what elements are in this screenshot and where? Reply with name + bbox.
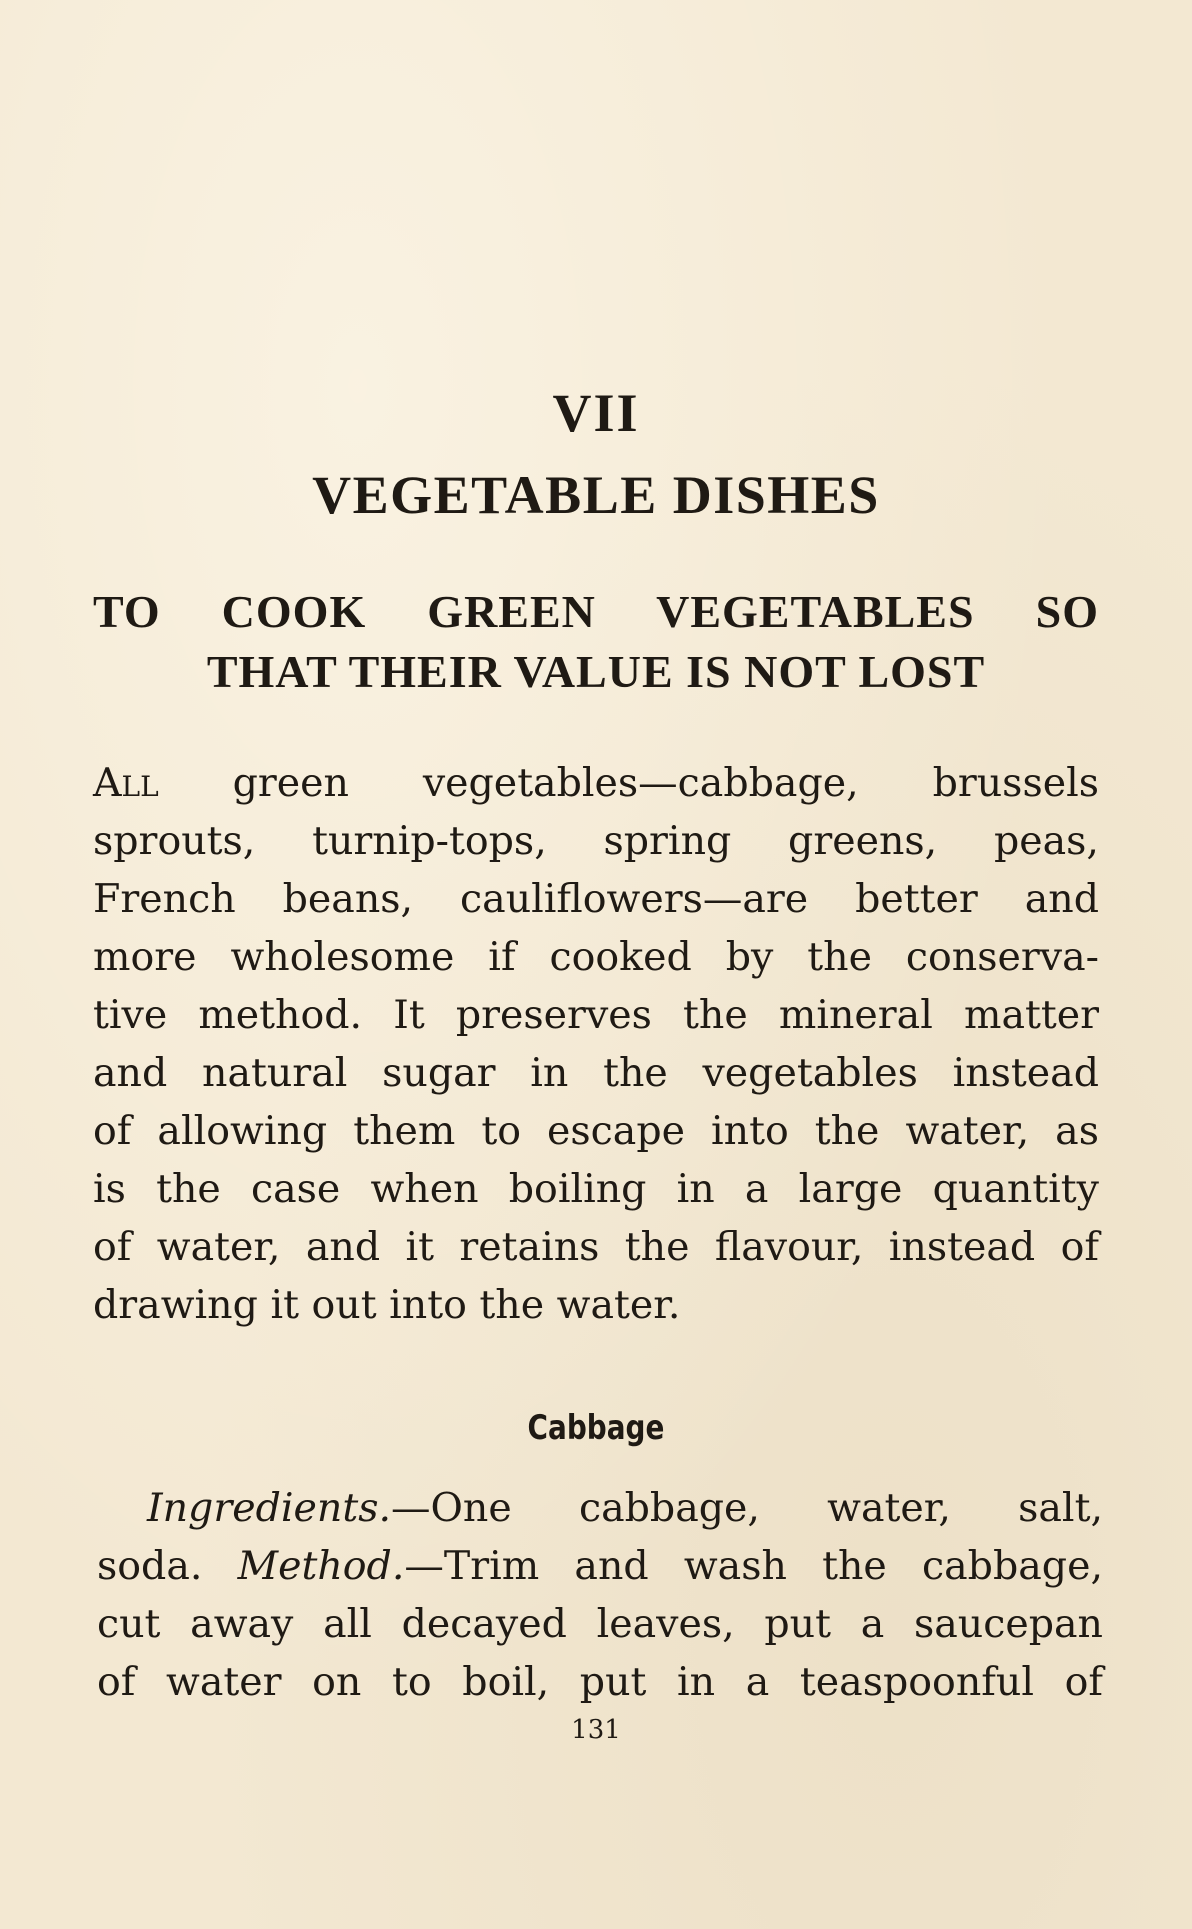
method-text: —Trim and wash the cabbage, [404,1543,1104,1589]
paragraph-line-text: green vegetables—cabbage, brussels [158,760,1099,806]
section-heading [93,582,1099,702]
recipe-line-start: soda. [97,1543,238,1589]
paragraph-line: and natural sugar in the vegetables instead [93,1050,1099,1096]
method-label: Method. [237,1543,405,1589]
paragraph-line [93,754,1099,812]
recipe-paragraph [97,1479,1103,1711]
recipe-line [97,1479,1103,1537]
section-heading-line: THAT THEIR VALUE IS NOT LOST [206,646,986,697]
section-heading-line: TO COOK GREEN VEGETABLES SO [93,586,1099,637]
body-paragraph [93,754,1099,1334]
paragraph-line: sprouts, turnip-tops, spring greens, peas, [93,818,1099,864]
ingredients-label: Ingredients. [147,1485,392,1531]
recipe-line [97,1537,1103,1595]
lead-word: All [93,760,159,806]
page-number: 131 [571,1715,621,1745]
recipe-line: of water on to boil, put in a teaspoonful of [97,1659,1103,1705]
recipe-line: cut away all decayed leaves, put a saucepan [97,1601,1103,1647]
recipe-heading: Cabbage [527,1408,665,1448]
chapter-number: VII [552,383,640,443]
chapter-title: VEGETABLE DISHES [312,465,880,525]
paragraph-line: of water, and it retains the flavour, instead of [93,1224,1099,1270]
paragraph-line: of allowing them to escape into the water, as [93,1108,1099,1154]
paragraph-line: tive method. It preserves the mineral matter [93,992,1099,1038]
paragraph-line: drawing it out into the water. [93,1282,681,1328]
paragraph-line: more wholesome if cooked by the conserva- [93,934,1099,980]
ingredients-text: —One cabbage, water, salt, [391,1485,1103,1531]
paragraph-line: is the case when boiling in a large quantity [93,1166,1099,1212]
paragraph-line: French beans, cauliflowers—are better and [93,876,1099,922]
